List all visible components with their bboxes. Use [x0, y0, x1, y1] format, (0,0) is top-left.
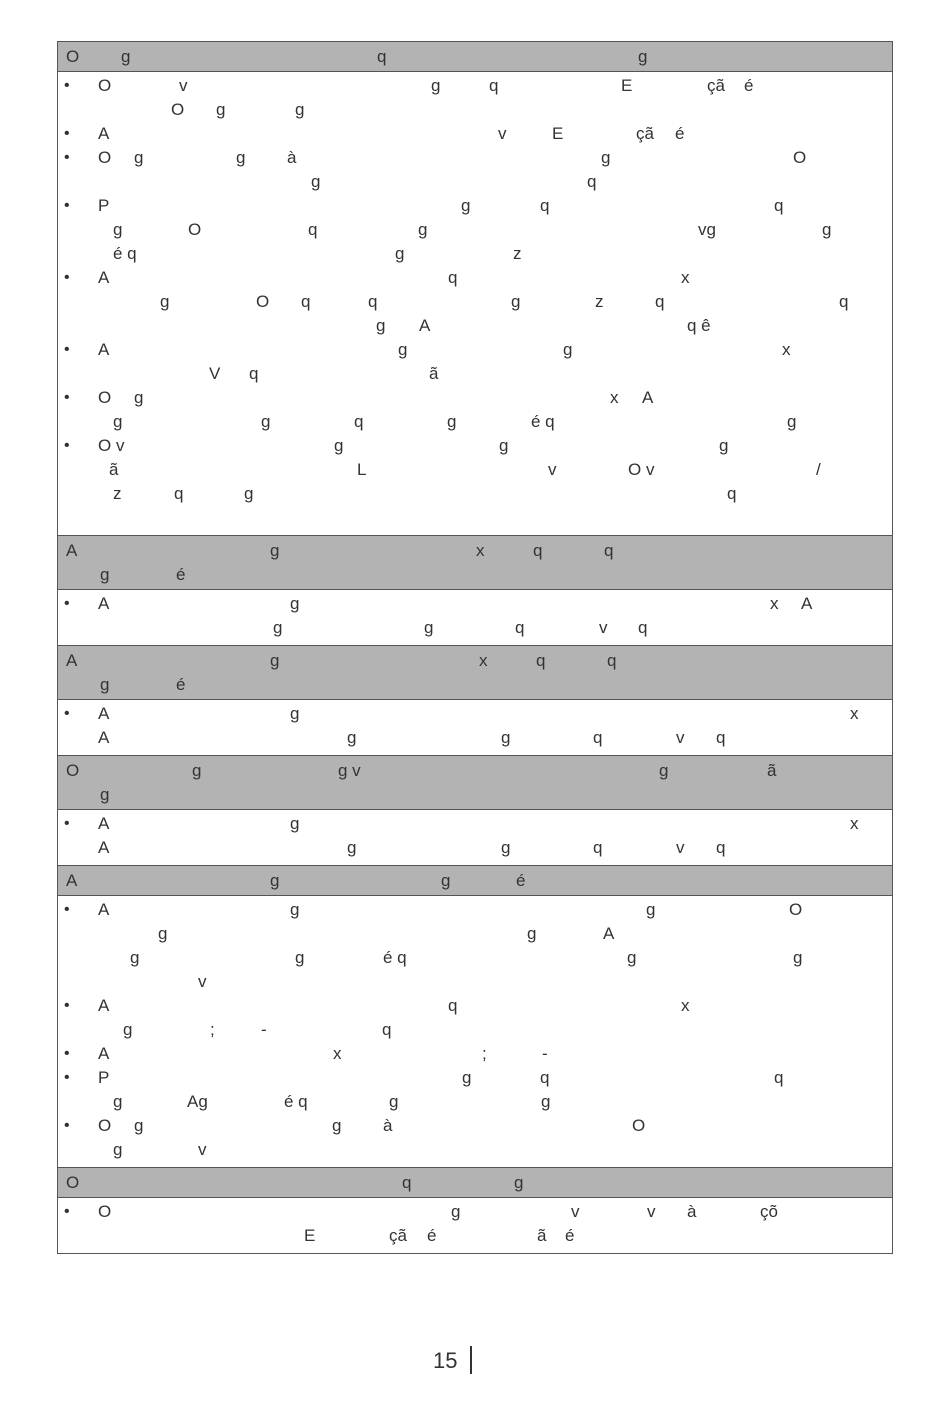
- section-4-header-line-2: [66, 783, 884, 807]
- text-fragment: A: [98, 268, 110, 287]
- document-table: [57, 41, 893, 1254]
- text-fragment: O: [789, 900, 803, 919]
- text-fragment: O: [188, 220, 202, 239]
- text-fragment: g: [395, 244, 405, 263]
- text-fragment: g: [451, 1202, 461, 1221]
- section-2-header-line-2: [66, 563, 884, 587]
- text-fragment: g: [462, 1068, 472, 1087]
- bullet-point: •: [64, 705, 70, 722]
- section-3-body: [58, 700, 892, 756]
- text-fragment: E: [621, 76, 633, 95]
- text-fragment: x: [479, 651, 488, 670]
- text-fragment: O: [793, 148, 807, 167]
- section-5-header-line-1: [66, 869, 884, 893]
- text-fragment: A: [98, 704, 110, 723]
- text-fragment: g: [601, 148, 611, 167]
- text-fragment: q ê: [687, 316, 711, 335]
- text-fragment: é: [516, 871, 526, 890]
- text-fragment: q: [249, 364, 259, 383]
- bullet-point: •: [64, 149, 70, 166]
- text-fragment: g: [113, 1140, 123, 1159]
- bullet-point: •: [64, 197, 70, 214]
- text-fragment: g: [418, 220, 428, 239]
- text-fragment: x: [681, 268, 690, 287]
- text-fragment: A: [642, 388, 654, 407]
- text-fragment: g: [347, 838, 357, 857]
- text-fragment: q: [839, 292, 849, 311]
- text-fragment: q: [540, 1068, 550, 1087]
- text-fragment: g: [134, 1116, 144, 1135]
- text-fragment: O: [98, 1116, 112, 1135]
- text-fragment: O: [98, 148, 112, 167]
- text-fragment: g: [514, 1173, 524, 1192]
- text-fragment: g: [347, 728, 357, 747]
- text-fragment: g: [501, 728, 511, 747]
- section-2-header-line-1: [66, 539, 884, 563]
- text-fragment: g: [424, 618, 434, 637]
- page-number-divider: [470, 1346, 472, 1374]
- text-fragment: Ag: [187, 1092, 208, 1111]
- bullet-point: •: [64, 1069, 70, 1086]
- text-fragment: A: [801, 594, 813, 613]
- text-fragment: P: [98, 1068, 110, 1087]
- bullet-point: •: [64, 269, 70, 286]
- text-fragment: q: [382, 1020, 392, 1039]
- text-fragment: q: [716, 728, 726, 747]
- body-line: [58, 386, 892, 410]
- body-line-blank: [58, 506, 892, 530]
- text-fragment: q: [716, 838, 726, 857]
- section-3-header-line-2: [66, 673, 884, 697]
- text-fragment: g: [499, 436, 509, 455]
- section-4-header-line-1: [66, 759, 884, 783]
- text-fragment: g: [389, 1092, 399, 1111]
- text-fragment: x: [681, 996, 690, 1015]
- body-line: [58, 266, 892, 290]
- text-fragment: q: [448, 268, 458, 287]
- body-line: [58, 1090, 892, 1114]
- body-line: [58, 812, 892, 836]
- section-2-header: [58, 536, 892, 590]
- section-1-header: [58, 42, 892, 72]
- bullet-point: •: [64, 77, 70, 94]
- text-fragment: O: [632, 1116, 646, 1135]
- text-fragment: A: [66, 651, 78, 670]
- section-6-body: [58, 1198, 892, 1253]
- body-line: [58, 1200, 892, 1224]
- text-fragment: A: [98, 838, 110, 857]
- text-fragment: g: [787, 412, 797, 431]
- text-fragment: g: [295, 100, 305, 119]
- text-fragment: g: [216, 100, 226, 119]
- body-line: [58, 836, 892, 860]
- text-fragment: q: [174, 484, 184, 503]
- text-fragment: O: [98, 76, 112, 95]
- text-fragment: ã: [537, 1226, 547, 1245]
- text-fragment: g: [290, 704, 300, 723]
- text-fragment: z: [595, 292, 604, 311]
- text-fragment: v: [599, 618, 608, 637]
- text-fragment: v: [647, 1202, 656, 1221]
- text-fragment: g: [334, 436, 344, 455]
- text-fragment: g: [134, 388, 144, 407]
- text-fragment: v: [498, 124, 507, 143]
- text-fragment: q: [308, 220, 318, 239]
- body-line: [58, 242, 892, 266]
- text-fragment: q: [354, 412, 364, 431]
- bullet-point: •: [64, 341, 70, 358]
- text-fragment: A: [98, 728, 110, 747]
- text-fragment: q: [301, 292, 311, 311]
- body-line: [58, 410, 892, 434]
- text-fragment: v: [676, 838, 685, 857]
- body-line: [58, 994, 892, 1018]
- text-fragment: é: [176, 565, 186, 584]
- body-line: [58, 702, 892, 726]
- text-fragment: g: [627, 948, 637, 967]
- text-fragment: A: [98, 594, 110, 613]
- text-fragment: g: [236, 148, 246, 167]
- text-fragment: x: [782, 340, 791, 359]
- text-fragment: g: [121, 47, 131, 66]
- text-fragment: A: [98, 1044, 110, 1063]
- text-fragment: q: [533, 541, 543, 560]
- text-fragment: P: [98, 196, 110, 215]
- text-fragment: g: [113, 220, 123, 239]
- text-fragment: g: [441, 871, 451, 890]
- text-fragment: g: [659, 761, 669, 780]
- body-line: [58, 98, 892, 122]
- section-6-header-line-1: [66, 1171, 884, 1195]
- text-fragment: A: [66, 541, 78, 560]
- text-fragment: g: [130, 948, 140, 967]
- text-fragment: g v: [338, 761, 361, 780]
- text-fragment: ã: [767, 761, 777, 780]
- text-fragment: g: [123, 1020, 133, 1039]
- text-fragment: O: [98, 388, 112, 407]
- text-fragment: g: [501, 838, 511, 857]
- text-fragment: x: [476, 541, 485, 560]
- text-fragment: x: [333, 1044, 342, 1063]
- text-fragment: g: [431, 76, 441, 95]
- text-fragment: q: [727, 484, 737, 503]
- text-fragment: /: [816, 460, 821, 479]
- body-line: [58, 970, 892, 994]
- text-fragment: O: [98, 1202, 112, 1221]
- text-fragment: g: [261, 412, 271, 431]
- bullet-point: •: [64, 437, 70, 454]
- body-line: [58, 338, 892, 362]
- text-fragment: q: [587, 172, 597, 191]
- text-fragment: g: [461, 196, 471, 215]
- bullet-point: •: [64, 1203, 70, 1220]
- body-line: [58, 1066, 892, 1090]
- text-fragment: v: [571, 1202, 580, 1221]
- text-fragment: x: [850, 814, 859, 833]
- text-fragment: g: [447, 412, 457, 431]
- text-fragment: é q: [383, 948, 407, 967]
- body-line: [58, 290, 892, 314]
- section-6-header: [58, 1168, 892, 1198]
- text-fragment: L: [357, 460, 367, 479]
- text-fragment: A: [66, 871, 78, 890]
- text-fragment: g: [398, 340, 408, 359]
- text-fragment: A: [98, 124, 110, 143]
- body-line: [58, 122, 892, 146]
- text-fragment: g: [511, 292, 521, 311]
- text-fragment: O: [66, 1173, 80, 1192]
- text-fragment: q: [638, 618, 648, 637]
- text-fragment: q: [402, 1173, 412, 1192]
- text-fragment: A: [98, 996, 110, 1015]
- body-line: [58, 482, 892, 506]
- text-fragment: g: [563, 340, 573, 359]
- text-fragment: é: [744, 76, 754, 95]
- bullet-point: •: [64, 595, 70, 612]
- bullet-point: •: [64, 389, 70, 406]
- body-line: [58, 1114, 892, 1138]
- bullet-point: •: [64, 1117, 70, 1134]
- body-line: [58, 146, 892, 170]
- text-fragment: g: [244, 484, 254, 503]
- body-line: [58, 1018, 892, 1042]
- body-line: [58, 726, 892, 750]
- body-line: [58, 314, 892, 338]
- text-fragment: q: [448, 996, 458, 1015]
- section-3-header: [58, 646, 892, 700]
- section-4-header: [58, 756, 892, 810]
- text-fragment: q: [774, 196, 784, 215]
- text-fragment: v: [676, 728, 685, 747]
- body-line: [58, 218, 892, 242]
- text-fragment: g: [270, 651, 280, 670]
- text-fragment: à: [287, 148, 297, 167]
- text-fragment: g: [192, 761, 202, 780]
- text-fragment: g: [332, 1116, 342, 1135]
- text-fragment: g: [100, 675, 110, 694]
- text-fragment: O: [66, 761, 80, 780]
- bullet-point: •: [64, 997, 70, 1014]
- text-fragment: q: [489, 76, 499, 95]
- text-fragment: v: [198, 1140, 207, 1159]
- text-fragment: ã: [109, 460, 119, 479]
- bullet-point: •: [64, 901, 70, 918]
- text-fragment: ã: [429, 364, 439, 383]
- text-fragment: g: [273, 618, 283, 637]
- text-fragment: g: [158, 924, 168, 943]
- text-fragment: g: [134, 148, 144, 167]
- body-line: [58, 1138, 892, 1162]
- text-fragment: g: [638, 47, 648, 66]
- text-fragment: é: [176, 675, 186, 694]
- text-fragment: -: [542, 1044, 548, 1063]
- bullet-point: •: [64, 1045, 70, 1062]
- text-fragment: çã: [389, 1226, 407, 1245]
- text-fragment: g: [113, 1092, 123, 1111]
- section-4-body: [58, 810, 892, 866]
- text-fragment: q: [540, 196, 550, 215]
- section-1-body: [58, 72, 892, 536]
- body-line: [58, 194, 892, 218]
- text-fragment: g: [527, 924, 537, 943]
- text-fragment: O v: [628, 460, 655, 479]
- text-fragment: ;: [482, 1044, 487, 1063]
- section-3-header-line-1: [66, 649, 884, 673]
- text-fragment: g: [822, 220, 832, 239]
- text-fragment: A: [98, 814, 110, 833]
- text-fragment: g: [295, 948, 305, 967]
- text-fragment: g: [270, 541, 280, 560]
- text-fragment: vg: [698, 220, 716, 239]
- text-fragment: q: [604, 541, 614, 560]
- text-fragment: ;: [210, 1020, 215, 1039]
- text-fragment: g: [270, 871, 280, 890]
- text-fragment: g: [376, 316, 386, 335]
- text-fragment: q: [593, 838, 603, 857]
- text-fragment: x: [850, 704, 859, 723]
- text-fragment: v: [548, 460, 557, 479]
- text-fragment: E: [552, 124, 564, 143]
- text-fragment: v: [198, 972, 207, 991]
- text-fragment: q: [774, 1068, 784, 1087]
- text-fragment: v: [179, 76, 188, 95]
- text-fragment: g: [719, 436, 729, 455]
- bullet-point: •: [64, 125, 70, 142]
- body-line: [58, 1042, 892, 1066]
- text-fragment: O: [171, 100, 185, 119]
- text-fragment: é: [565, 1226, 575, 1245]
- text-fragment: g: [160, 292, 170, 311]
- text-fragment: g: [290, 594, 300, 613]
- text-fragment: é: [675, 124, 685, 143]
- text-fragment: E: [304, 1226, 316, 1245]
- text-fragment: çã: [636, 124, 654, 143]
- text-fragment: q: [377, 47, 387, 66]
- text-fragment: g: [113, 412, 123, 431]
- text-fragment: g: [311, 172, 321, 191]
- text-fragment: O v: [98, 436, 125, 455]
- text-fragment: çã: [707, 76, 725, 95]
- text-fragment: q: [515, 618, 525, 637]
- text-fragment: z: [513, 244, 522, 263]
- text-fragment: x: [770, 594, 779, 613]
- text-fragment: A: [603, 924, 615, 943]
- text-fragment: q: [593, 728, 603, 747]
- page-number: 15: [433, 1348, 458, 1373]
- text-fragment: g: [290, 900, 300, 919]
- text-fragment: g: [793, 948, 803, 967]
- text-fragment: à: [687, 1202, 697, 1221]
- text-fragment: A: [98, 340, 110, 359]
- text-fragment: é q: [284, 1092, 308, 1111]
- section-5-body: [58, 896, 892, 1168]
- body-line: [58, 434, 892, 458]
- text-fragment: é q: [113, 244, 137, 263]
- text-fragment: à: [383, 1116, 393, 1135]
- text-fragment: O: [256, 292, 270, 311]
- text-fragment: g: [646, 900, 656, 919]
- body-line: [58, 922, 892, 946]
- text-fragment: g: [100, 565, 110, 584]
- text-fragment: é: [427, 1226, 437, 1245]
- text-fragment: z: [113, 484, 122, 503]
- text-fragment: O: [66, 47, 80, 66]
- body-line: [58, 1224, 892, 1248]
- body-line: [58, 898, 892, 922]
- text-fragment: é q: [531, 412, 555, 431]
- text-fragment: çõ: [760, 1202, 778, 1221]
- text-fragment: V: [209, 364, 221, 383]
- body-line: [58, 616, 892, 640]
- bullet-point: •: [64, 815, 70, 832]
- body-line: [58, 946, 892, 970]
- text-fragment: -: [261, 1020, 267, 1039]
- body-line: [58, 362, 892, 386]
- text-fragment: g: [100, 785, 110, 804]
- text-fragment: A: [98, 900, 110, 919]
- text-fragment: q: [607, 651, 617, 670]
- text-fragment: x: [610, 388, 619, 407]
- text-fragment: g: [290, 814, 300, 833]
- body-line: [58, 170, 892, 194]
- text-fragment: q: [536, 651, 546, 670]
- body-line: [58, 458, 892, 482]
- body-line: [58, 592, 892, 616]
- section-5-header: [58, 866, 892, 896]
- text-fragment: g: [541, 1092, 551, 1111]
- section-1-header-line-1: [66, 45, 884, 69]
- text-fragment: q: [368, 292, 378, 311]
- text-fragment: q: [655, 292, 665, 311]
- section-2-body: [58, 590, 892, 646]
- body-line: [58, 74, 892, 98]
- text-fragment: A: [419, 316, 431, 335]
